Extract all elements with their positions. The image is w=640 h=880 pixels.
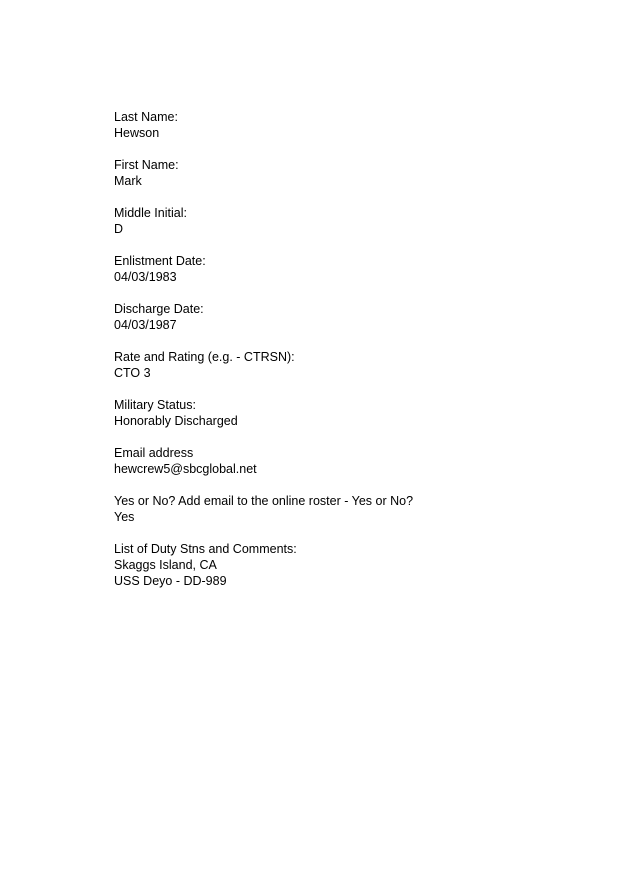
field-value: Honorably Discharged: [114, 414, 238, 428]
field-last-name: [114, 109, 614, 141]
field-enlistment-date: [114, 253, 614, 285]
field-first-name: [114, 157, 614, 189]
field-duty-stations: [114, 541, 614, 589]
field-label: List of Duty Stns and Comments:: [114, 542, 297, 556]
field-label: Rate and Rating (e.g. - CTRSN):: [114, 350, 295, 364]
field-value: hewcrew5@sbcglobal.net: [114, 462, 257, 476]
field-military-status: [114, 397, 614, 429]
field-value: D: [114, 222, 124, 236]
field-label: Discharge Date:: [114, 302, 204, 316]
field-value-second-line: USS Deyo - DD-989: [114, 574, 227, 588]
field-discharge-date: [114, 301, 614, 333]
field-label: Email address: [114, 446, 194, 460]
field-value: 04/03/1987: [114, 318, 177, 332]
document-page: [114, 109, 614, 605]
field-label: Military Status:: [114, 398, 196, 412]
field-value: CTO 3: [114, 366, 151, 380]
field-add-email-to-roster: [114, 493, 614, 525]
field-label: First Name:: [114, 158, 179, 172]
field-email-address: [114, 445, 614, 477]
field-middle-initial: [114, 205, 614, 237]
field-value: Skaggs Island, CA: [114, 558, 217, 572]
field-label: Enlistment Date:: [114, 254, 206, 268]
field-label: Yes or No? Add email to the online roster - Yes or No?: [114, 494, 414, 508]
field-value: Hewson: [114, 126, 160, 140]
field-label: Last Name:: [114, 110, 178, 124]
field-value: Mark: [114, 174, 142, 188]
field-label: Middle Initial:: [114, 206, 187, 220]
field-rate-and-rating: [114, 349, 614, 381]
field-value: Yes: [114, 510, 135, 524]
field-value: 04/03/1983: [114, 270, 177, 284]
